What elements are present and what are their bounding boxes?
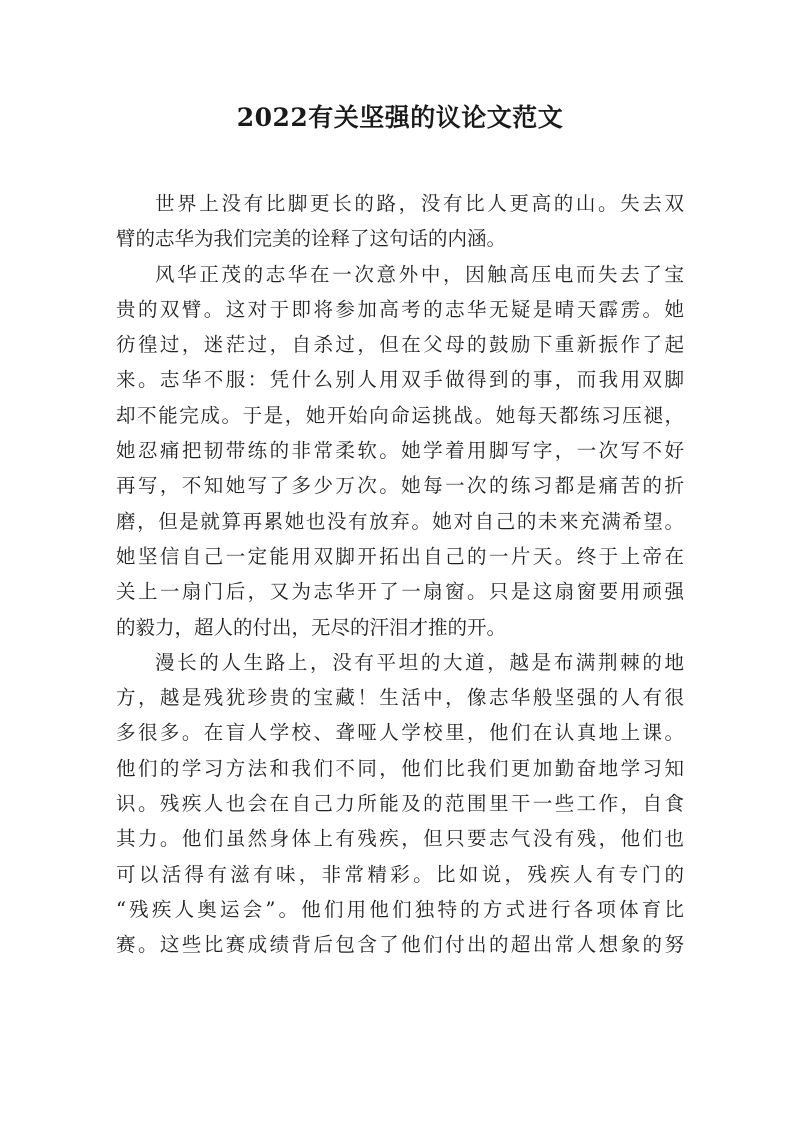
text-line: 赛。这些比赛成绩背后包含了他们付出的超出常人想象的努 — [116, 933, 684, 957]
text-line: 臂的志华为我们完美的诠释了这句话的内涵。 — [116, 227, 507, 251]
paragraph-2 — [116, 257, 684, 645]
text-line: 却不能完成。于是，她开始向命运挑战。她每天都练习压褪， — [116, 403, 684, 427]
text-line: 识。残疾人也会在自己力所能及的范围里干一些工作，自食 — [116, 792, 684, 816]
text-line: 的毅力，超人的付出，无尽的汗泪才推的开。 — [116, 615, 507, 639]
text-line: 可以活得有滋有味，非常精彩。比如说，残疾人有专门的 — [116, 862, 684, 886]
text-line: 贵的双臂。这对于即将参加高考的志华无疑是晴天霹雳。她 — [116, 297, 684, 321]
text-line: 彷徨过，迷茫过，自杀过，但在父母的鼓励下重新振作了起 — [116, 333, 684, 357]
text-line: 关上一扇门后，又为志华开了一扇窗。只是这扇窗要用顽强 — [116, 580, 684, 604]
document-body — [116, 186, 684, 963]
text-line: 他们的学习方法和我们不同，他们比我们更加勤奋地学习知 — [116, 756, 684, 780]
text-line: 她坚信自己一定能用双脚开拓出自己的一片天。终于上帝在 — [116, 544, 684, 568]
text-line: 她忍痛把韧带练的非常柔软。她学着用脚写字，一次写不好 — [116, 439, 684, 463]
paragraph-3 — [116, 645, 684, 963]
text-line: 漫长的人生路上，没有平坦的大道，越是布满荆棘的地 — [155, 650, 684, 674]
text-line: 风华正茂的志华在一次意外中，因触高压电而失去了宝 — [155, 262, 684, 286]
paragraph-1 — [116, 186, 684, 257]
text-line: 再写，不知她写了多少万次。她每一次的练习都是痛苦的折 — [116, 474, 684, 498]
text-line: 多很多。在盲人学校、聋哑人学校里，他们在认真地上课。 — [116, 721, 684, 745]
document-title: 2022有关坚强的议论文范文 — [236, 103, 564, 132]
text-line: “残疾人奥运会”。他们用他们独特的方式进行各项体育比 — [116, 897, 684, 921]
text-line: 世界上没有比脚更长的路，没有比人更高的山。失去双 — [155, 192, 684, 215]
text-line: 磨，但是就算再累她也没有放弃。她对自己的未来充满希望。 — [116, 509, 684, 533]
text-line: 来。志华不服：凭什么别人用双手做得到的事，而我用双脚 — [116, 368, 684, 392]
text-line: 方，越是残犹珍贵的宝藏！生活中，像志华般坚强的人有很 — [116, 686, 684, 710]
text-line: 其力。他们虽然身体上有残疾，但只要志气没有残，他们也 — [116, 827, 684, 851]
